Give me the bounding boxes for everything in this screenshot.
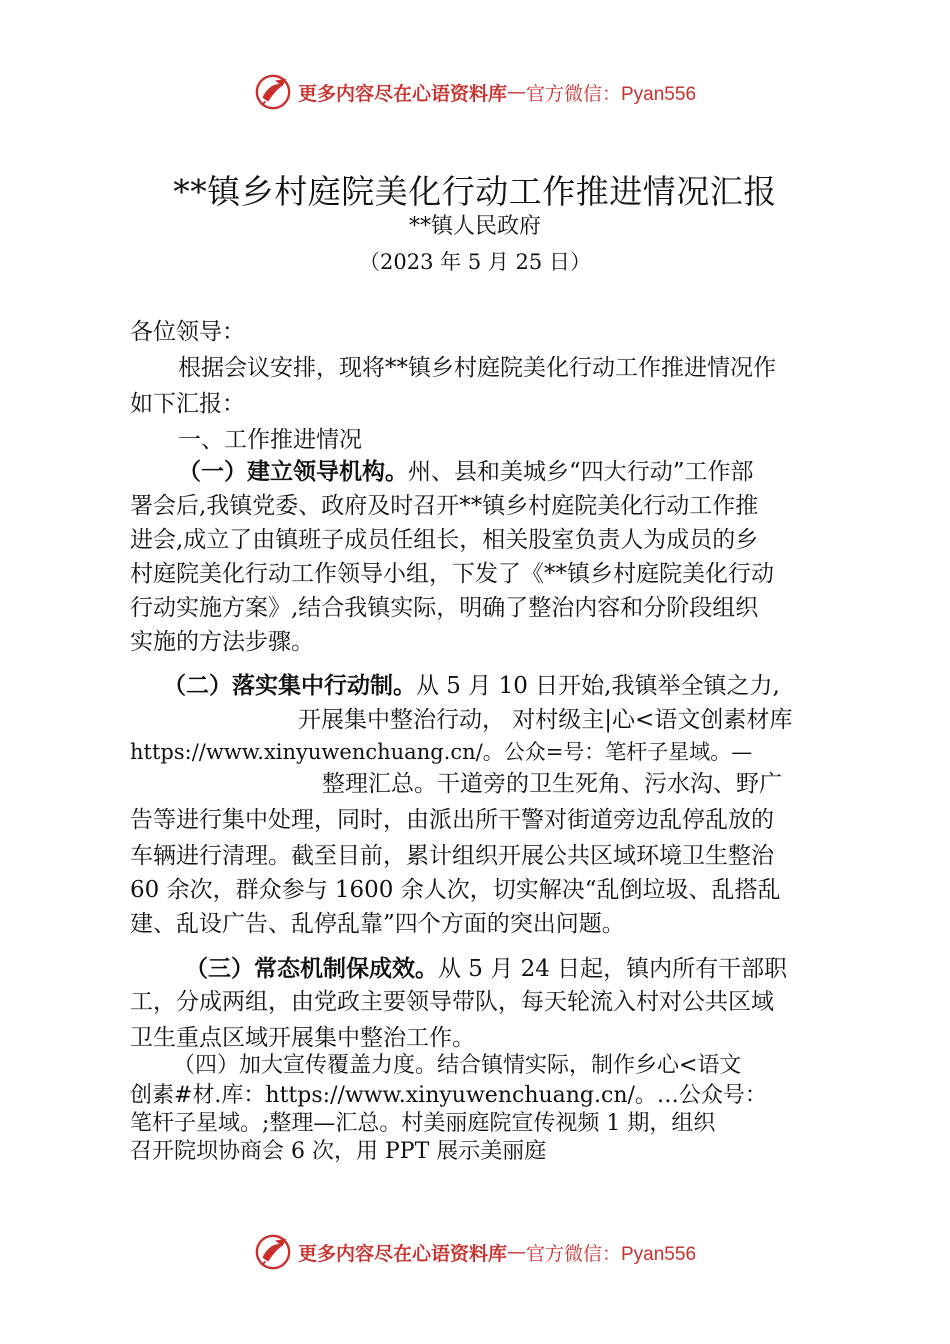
- watermark-banner-top: [0, 70, 950, 114]
- doc-issuer: **镇人民政府: [408, 214, 541, 239]
- brand-logo-icon: [254, 73, 292, 111]
- watermark-separator: —: [507, 81, 526, 103]
- watermark-banner-bottom: [0, 1230, 950, 1274]
- intro-line-1: 根据会议安排，现将**镇乡村庭院美化行动工作推进情况作: [178, 355, 776, 381]
- para-2-heading: （二）落实集中行动制。: [163, 673, 416, 699]
- para-2-line-4: 整理汇总。干道旁的卫生死角、污水沟、野广: [322, 771, 782, 797]
- para-3-heading: （三）常态机制保成效。: [185, 956, 438, 982]
- intro-line-2: 如下汇报：: [130, 391, 245, 417]
- para-3-line-1: [185, 953, 787, 985]
- section-heading-1: 一、工作推进情况: [178, 427, 362, 453]
- doc-title: **镇乡村庭院美化行动工作推进情况汇报: [173, 172, 777, 211]
- para-1-line-1: [178, 456, 754, 488]
- para-2-line-5: 告等进行集中处理，同时，由派出所干警对街道旁边乱停乱放的: [130, 807, 774, 833]
- para-1-line-5: 行动实施方案》,结合我镇实际，明确了整治内容和分阶段组织: [130, 595, 759, 621]
- para-3-line-2: 工，分成两组，由党政主要领导带队，每天轮流入村对公共区域: [130, 989, 774, 1015]
- doc-date: （2023 年 5 月 25 日）: [359, 250, 591, 274]
- para-2-line-6: 车辆进行清理。截至目前，累计组织开展公共区域环境卫生整治: [130, 843, 774, 869]
- para-1-line-3: 进会,成立了由镇班子成员任组长，相关股室负责人为成员的乡: [130, 527, 759, 553]
- watermark-brand: 更多内容尽在心语资料库: [297, 82, 507, 105]
- para-1-text: 州、县和美城乡“四大行动”工作部: [408, 459, 754, 485]
- para-4-line-1: （四）加大宣传覆盖力度。结合镇情实际，制作乡心<语文: [173, 1053, 742, 1078]
- para-3-text: 从 5 月 24 日起，镇内所有干部职: [438, 956, 788, 982]
- para-2-text: 从 5 月 10 日开始,我镇举全镇之力,: [416, 673, 780, 699]
- para-4-line-2: 创素#材.库：https://www.xinyuwenchuang.cn/。…公众号：: [130, 1083, 767, 1108]
- para-2-line-2: 开展集中整治行动， 对村级主|心<语文创素材库: [298, 707, 793, 733]
- watermark-separator: —: [507, 1241, 526, 1263]
- para-1-heading: （一）建立领导机构。: [178, 459, 408, 485]
- para-2-line-8: 建、乱设广告、乱停乱靠”四个方面的突出问题。: [130, 911, 625, 937]
- watermark-contact: 官方微信：Pyan556: [526, 83, 697, 105]
- para-2-line-3: https://www.xinyuwenchuang.cn/。公众=号：笔杆子星域。—: [130, 740, 753, 764]
- salutation: 各位领导：: [130, 319, 245, 345]
- para-3-line-3: 卫生重点区域开展集中整治工作。: [130, 1025, 475, 1051]
- watermark-contact: 官方微信：Pyan556: [526, 1243, 697, 1265]
- para-2-line-7: 60 余次，群众参与 1600 余人次，切实解决“乱倒垃圾、乱搭乱: [130, 877, 781, 903]
- para-1-line-4: 村庭院美化行动工作领导小组，下发了《**镇乡村庭院美化行动: [130, 561, 774, 587]
- para-4-line-4: 召开院坝协商会 6 次，用 PPT 展示美丽庭: [130, 1139, 547, 1164]
- para-4-line-3: 笔杆子星域。;整理—汇总。村美丽庭院宣传视频 1 期，组织: [130, 1111, 716, 1136]
- para-1-line-2: 署会后,我镇党委、政府及时召开**镇乡村庭院美化行动工作推: [130, 493, 759, 519]
- para-1-line-6: 实施的方法步骤。: [130, 629, 314, 655]
- para-2-line-1: [163, 670, 780, 702]
- watermark-brand: 更多内容尽在心语资料库: [297, 1242, 507, 1265]
- brand-logo-icon: [254, 1233, 292, 1271]
